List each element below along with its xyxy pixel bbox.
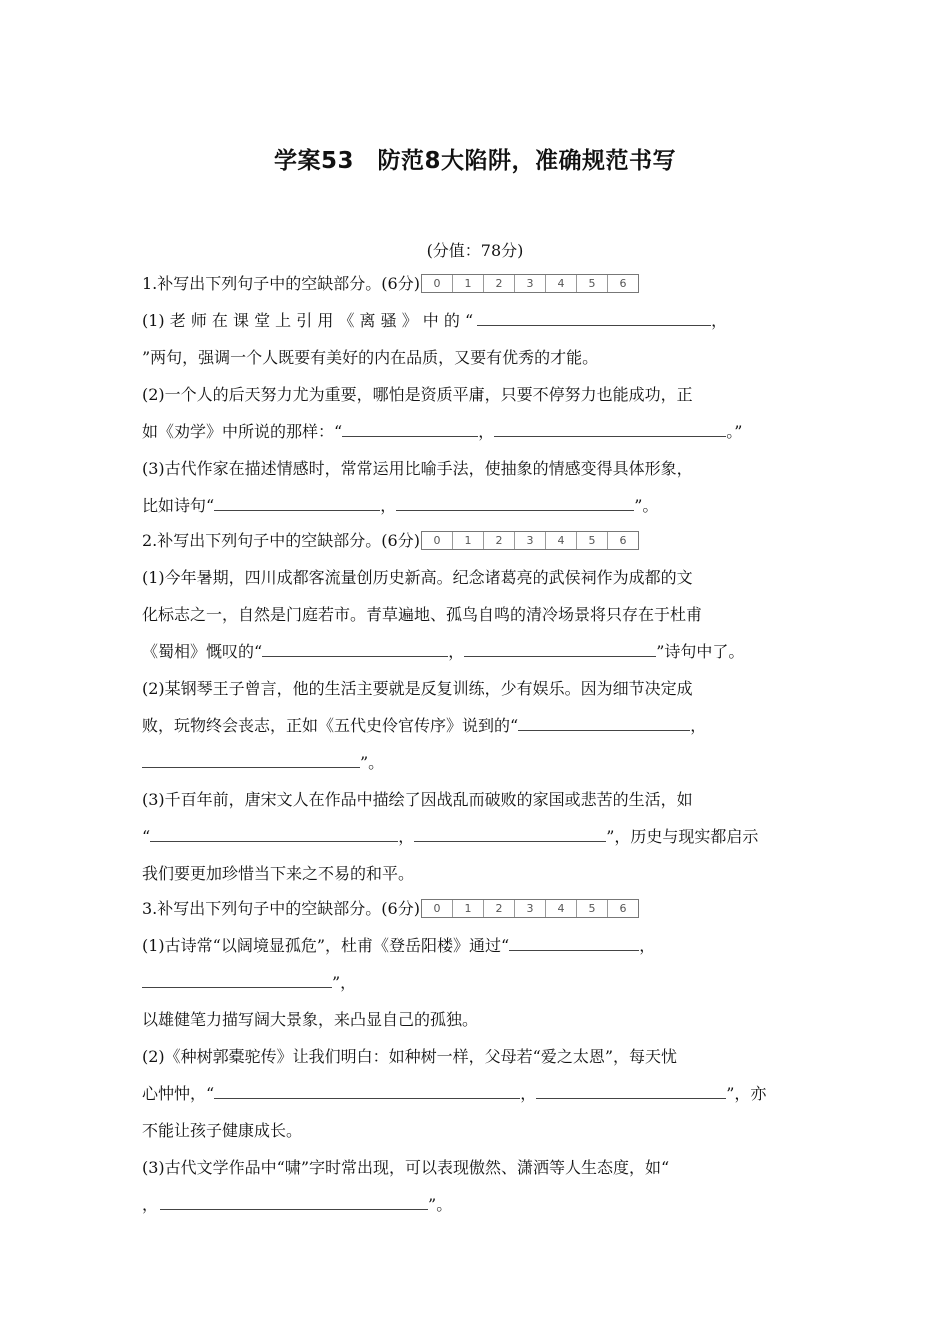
score-box[interactable]: 0 1 2 3 4 5 6	[421, 531, 639, 550]
answer-blank[interactable]	[142, 972, 332, 988]
q3-item1-line1: (1)古诗常“以阔境显孤危”，杜甫《登岳阳楼》通过“ ，	[142, 936, 656, 955]
answer-blank[interactable]	[262, 641, 448, 657]
q3-item1-line3: 以雄健笔力描写阔大景象，来凸显自己的孤独。	[142, 1010, 479, 1029]
total-score: (分值：78分)	[426, 241, 524, 260]
q3-item2-line2: 心忡忡，“ ， ”，亦	[142, 1084, 767, 1103]
q1-item3-line2: 比如诗句“ ， ”。	[142, 496, 659, 515]
score-box[interactable]: 0 1 2 3 4 5 6	[421, 899, 639, 918]
question-2-stem: 2.补写出下列句子中的空缺部分。(6分) 0 1 2 3 4 5 6	[142, 530, 810, 552]
q3-item1-line2: ”，	[142, 972, 810, 994]
q2-item1-line3: 《蜀相》慨叹的“ ， ”诗句中了。	[142, 642, 745, 661]
answer-blank[interactable]	[536, 1083, 726, 1099]
answer-blank[interactable]	[142, 752, 360, 768]
q1-item2-line1: (2)一个人的后天努力尤为重要，哪怕是资质平庸，只要不停努力也能成功，正	[142, 385, 693, 404]
q1-item2-line2: 如《劝学》中所说的那样：“ ， 。”	[142, 422, 743, 441]
question-1-stem: 1.补写出下列句子中的空缺部分。(6分) 0 1 2 3 4 5 6	[142, 273, 810, 295]
answer-blank[interactable]	[464, 641, 656, 657]
q2-item1-line2: 化标志之一，自然是门庭若市。青草遍地、孤鸟自鸣的清冷场景将只存在于杜甫	[142, 605, 703, 624]
score-box[interactable]: 0 1 2 3 4 5 6	[421, 274, 639, 293]
answer-blank[interactable]	[342, 421, 478, 437]
answer-blank[interactable]	[160, 1194, 428, 1210]
q2-item3-line2: “ ， ”，历史与现实都启示	[142, 827, 759, 846]
answer-blank[interactable]	[494, 421, 726, 437]
q2-item3-line3: 我们要更加珍惜当下来之不易的和平。	[142, 864, 415, 883]
q2-item3-line1: (3)千百年前，唐宋文人在作品中描绘了因战乱而破败的家国或悲苦的生活，如	[142, 790, 693, 809]
answer-blank[interactable]	[150, 826, 398, 842]
q2-item2-line1: (2)某钢琴王子曾言，他的生活主要就是反复训练，少有娱乐。因为细节决定成	[142, 679, 693, 698]
q1-item1-line2: ”两句，强调一个人既要有美好的内在品质，又要有优秀的才能。	[142, 348, 599, 367]
answer-blank[interactable]	[214, 1083, 520, 1099]
q2-item2-line2: 败，玩物终会丧志，正如《五代史伶官传序》说到的“ ，	[142, 716, 707, 735]
answer-blank[interactable]	[414, 826, 606, 842]
q2-item2-line3: ”。	[142, 752, 810, 774]
q1-item1-line1: (1) 老 师 在 课 堂 上 引 用 《 离 骚 》 中 的 “ ，	[142, 311, 728, 330]
q3-item2-line3: 不能让孩子健康成长。	[142, 1121, 303, 1140]
answer-blank[interactable]	[396, 495, 634, 511]
answer-blank[interactable]	[214, 495, 380, 511]
q3-item3-line1: (3)古代文学作品中“啸”字时常出现，可以表现傲然、潇洒等人生态度，如“	[142, 1158, 670, 1177]
page-title: 学案53 防范8大陷阱，准确规范书写	[273, 148, 676, 174]
answer-blank[interactable]	[509, 935, 639, 951]
answer-blank[interactable]	[518, 715, 690, 731]
question-3-stem: 3.补写出下列句子中的空缺部分。(6分) 0 1 2 3 4 5 6	[142, 898, 810, 920]
q3-item3-line2: ， ”。	[142, 1195, 453, 1214]
q2-item1-line1: (1)今年暑期，四川成都客流量创历史新高。纪念诸葛亮的武侯祠作为成都的文	[142, 568, 693, 587]
answer-blank[interactable]	[477, 310, 711, 326]
q3-item2-line1: (2)《种树郭橐驼传》让我们明白：如种树一样，父母若“爱之太恩”，每天忧	[142, 1047, 678, 1066]
q1-item3-line1: (3)古代作家在描述情感时，常常运用比喻手法，使抽象的情感变得具体形象，	[142, 459, 693, 478]
